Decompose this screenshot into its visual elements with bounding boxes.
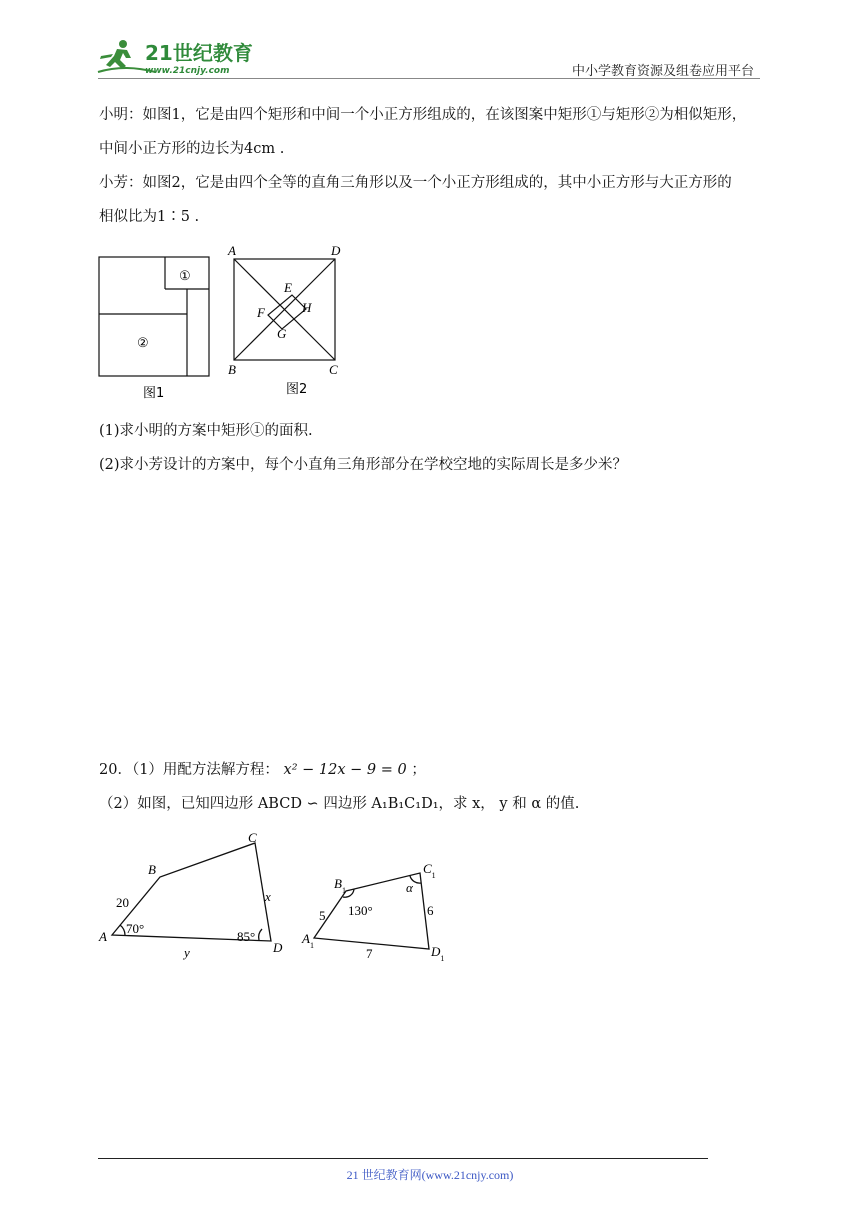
side-AD-label: y	[184, 945, 190, 960]
point-D-label: D	[331, 243, 341, 258]
vertex-C1-label: $C_1$	[423, 861, 436, 880]
point-A-label: A	[228, 243, 236, 258]
angle-B1-label: 130°	[348, 903, 373, 918]
rect-2-label: ②	[137, 335, 149, 350]
point-F-label: F	[257, 305, 265, 320]
footer-divider	[98, 1158, 708, 1159]
point-G-label: G	[277, 326, 287, 341]
question-20-part2: （2）如图，已知四边形 ABCD ∽ 四边形 A₁B₁C₁D₁，求 x， y 和 α 的值.	[99, 796, 580, 812]
question-20-suffix: ；	[411, 762, 426, 778]
question-20-prefix: 20．（1）用配方法解方程：	[99, 762, 279, 778]
angle-D-label: 85°	[237, 929, 256, 944]
xiaoming-text-line2: 中间小正方形的边长为4cm .	[99, 141, 285, 157]
rect-1-label: ①	[179, 268, 191, 283]
side-A1B1-label: 5	[319, 908, 326, 923]
quadrilateral-ABCD	[95, 826, 295, 966]
angle-A-label: 70°	[126, 921, 145, 936]
side-A1D1-label: 7	[366, 946, 373, 961]
figure-1-caption: 图1	[143, 386, 165, 401]
point-B-label: B	[228, 362, 236, 377]
vertex-A-label: A	[99, 929, 107, 944]
xiaofang-text-line1: 小芳：如图2，它是由四个全等的直角三角形以及一个小正方形组成的，其中小正方形与大正方形的	[99, 175, 732, 191]
vertex-D1-label: $D_1$	[431, 944, 445, 963]
vertex-A1-label: $A_1$	[302, 931, 314, 950]
question-19-part1: (1)求小明的方案中矩形①的面积.	[99, 423, 313, 439]
logo-text: 21世纪教育	[145, 41, 253, 65]
point-C-label: C	[329, 362, 338, 377]
quadrilateral-A1B1C1D1	[300, 852, 460, 967]
vertex-B1-label: $B_1$	[334, 876, 346, 895]
footer-link[interactable]: 21 世纪教育网(www.21cnjy.com)	[346, 1168, 514, 1182]
platform-title: 中小学教育资源及组卷应用平台	[571, 64, 754, 79]
point-H-label: H	[302, 300, 312, 315]
xiaofang-text-line2: 相似比为1∶5 .	[99, 209, 200, 225]
vertex-D-label: D	[273, 940, 283, 955]
side-CD-label: x	[265, 889, 271, 904]
vertex-B-label: B	[148, 862, 156, 877]
vertex-C-label: C	[248, 830, 257, 845]
figure-2	[224, 240, 354, 400]
header-divider	[98, 78, 760, 79]
quadratic-equation: x² − 12x − 9 = 0	[283, 762, 407, 778]
logo-url: www.21cnjy.com	[145, 66, 230, 76]
question-19-part2: (2)求小芳设计的方案中，每个小直角三角形部分在学校空地的实际周长是多少米？	[99, 457, 628, 473]
question-20-part1	[99, 760, 426, 780]
point-E-label: E	[284, 280, 292, 295]
figure-1	[95, 252, 215, 402]
figure-2-caption: 图2	[286, 382, 308, 397]
xiaoming-text-line1: 小明：如图1，它是由四个矩形和中间一个小正方形组成的，在该图案中矩形①与矩形②为相似矩形，	[99, 107, 747, 123]
site-logo	[95, 36, 265, 78]
side-C1D1-label: 6	[427, 903, 434, 918]
side-AB-label: 20	[116, 895, 129, 910]
angle-C1-label: α	[406, 880, 413, 895]
